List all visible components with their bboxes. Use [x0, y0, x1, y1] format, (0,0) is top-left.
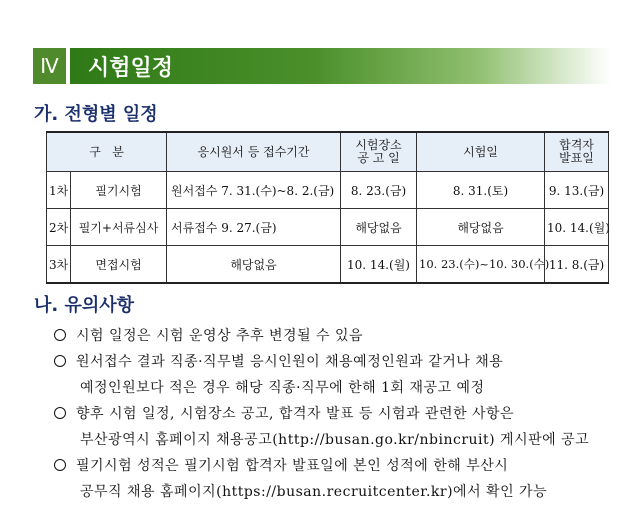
- cell-application: 해당없음: [167, 246, 341, 284]
- cell-type: 면접시험: [71, 246, 167, 284]
- section-banner: [33, 48, 611, 84]
- notes-list: [54, 323, 614, 505]
- cell-type: 필기+서류심사: [71, 209, 167, 246]
- note-continuation: 예정인원보다 적은 경우 해당 직종·직무에 한해 1회 재공고 예정: [80, 380, 485, 396]
- cell-application: 서류접수 9. 27.(금): [167, 209, 341, 246]
- section-title: 시험일정: [70, 48, 611, 84]
- table-row: [47, 209, 609, 246]
- list-item: [54, 453, 614, 479]
- header-result-line2: 발표일: [559, 151, 594, 165]
- circle-bullet-icon: [54, 407, 66, 419]
- cell-stage: 1차: [47, 172, 71, 209]
- note-text: 원서접수 결과 직종·직무별 응시인원이 채용예정인원과 같거나 채용: [76, 354, 504, 370]
- table-header-row: [47, 132, 609, 172]
- cell-result: 9. 13.(금): [545, 172, 609, 209]
- note-text: 시험 일정은 시험 운영상 추후 변경될 수 있음: [76, 328, 364, 344]
- note-continuation: 부산광역시 홈페이지 채용공고(http://busan.go.kr/nbincruit) 게시판에 공고: [80, 432, 590, 448]
- cell-result: 10. 14.(월): [545, 209, 609, 246]
- list-item: [54, 349, 614, 375]
- circle-bullet-icon: [54, 355, 66, 367]
- header-category: 구 분: [47, 132, 167, 172]
- note-text: 필기시험 성적은 필기시험 합격자 발표일에 본인 성적에 한해 부산시: [76, 458, 509, 474]
- cell-type: 필기시험: [71, 172, 167, 209]
- header-result: [545, 132, 609, 172]
- list-item: [54, 401, 614, 427]
- section-number: Ⅳ: [33, 48, 66, 84]
- cell-application: 원서접수 7. 31.(수)~8. 2.(금): [167, 172, 341, 209]
- note-text: 향후 시험 일정, 시험장소 공고, 합격자 발표 등 시험과 관련한 사항은: [76, 406, 515, 422]
- cell-stage: 2차: [47, 209, 71, 246]
- subheading-schedule: 가. 전형별 일정: [34, 104, 158, 125]
- cell-exam: 10. 23.(수)~10. 30.(수): [417, 246, 545, 284]
- schedule-table: [46, 131, 609, 284]
- header-venue: [341, 132, 417, 172]
- table-row: [47, 246, 609, 284]
- circle-bullet-icon: [54, 459, 66, 471]
- list-item: [54, 323, 614, 349]
- subheading-notes: 나. 유의사항: [34, 295, 135, 316]
- cell-venue: 8. 23.(금): [341, 172, 417, 209]
- header-venue-line2: 공 고 일: [357, 151, 400, 165]
- header-result-line1: 합격자: [559, 138, 594, 152]
- cell-exam: 해당없음: [417, 209, 545, 246]
- header-venue-line1: 시험장소: [355, 138, 402, 152]
- cell-venue: 해당없음: [341, 209, 417, 246]
- cell-result: 11. 8.(금): [545, 246, 609, 284]
- cell-stage: 3차: [47, 246, 71, 284]
- cell-venue: 10. 14.(월): [341, 246, 417, 284]
- header-exam-date: 시험일: [417, 132, 545, 172]
- note-continuation: 공무직 채용 홈페이지(https://busan.recruitcenter.kr)에서 확인 가능: [80, 484, 548, 500]
- cell-exam: 8. 31.(토): [417, 172, 545, 209]
- header-application: 응시원서 등 접수기간: [167, 132, 341, 172]
- table-row: [47, 172, 609, 209]
- circle-bullet-icon: [54, 329, 66, 341]
